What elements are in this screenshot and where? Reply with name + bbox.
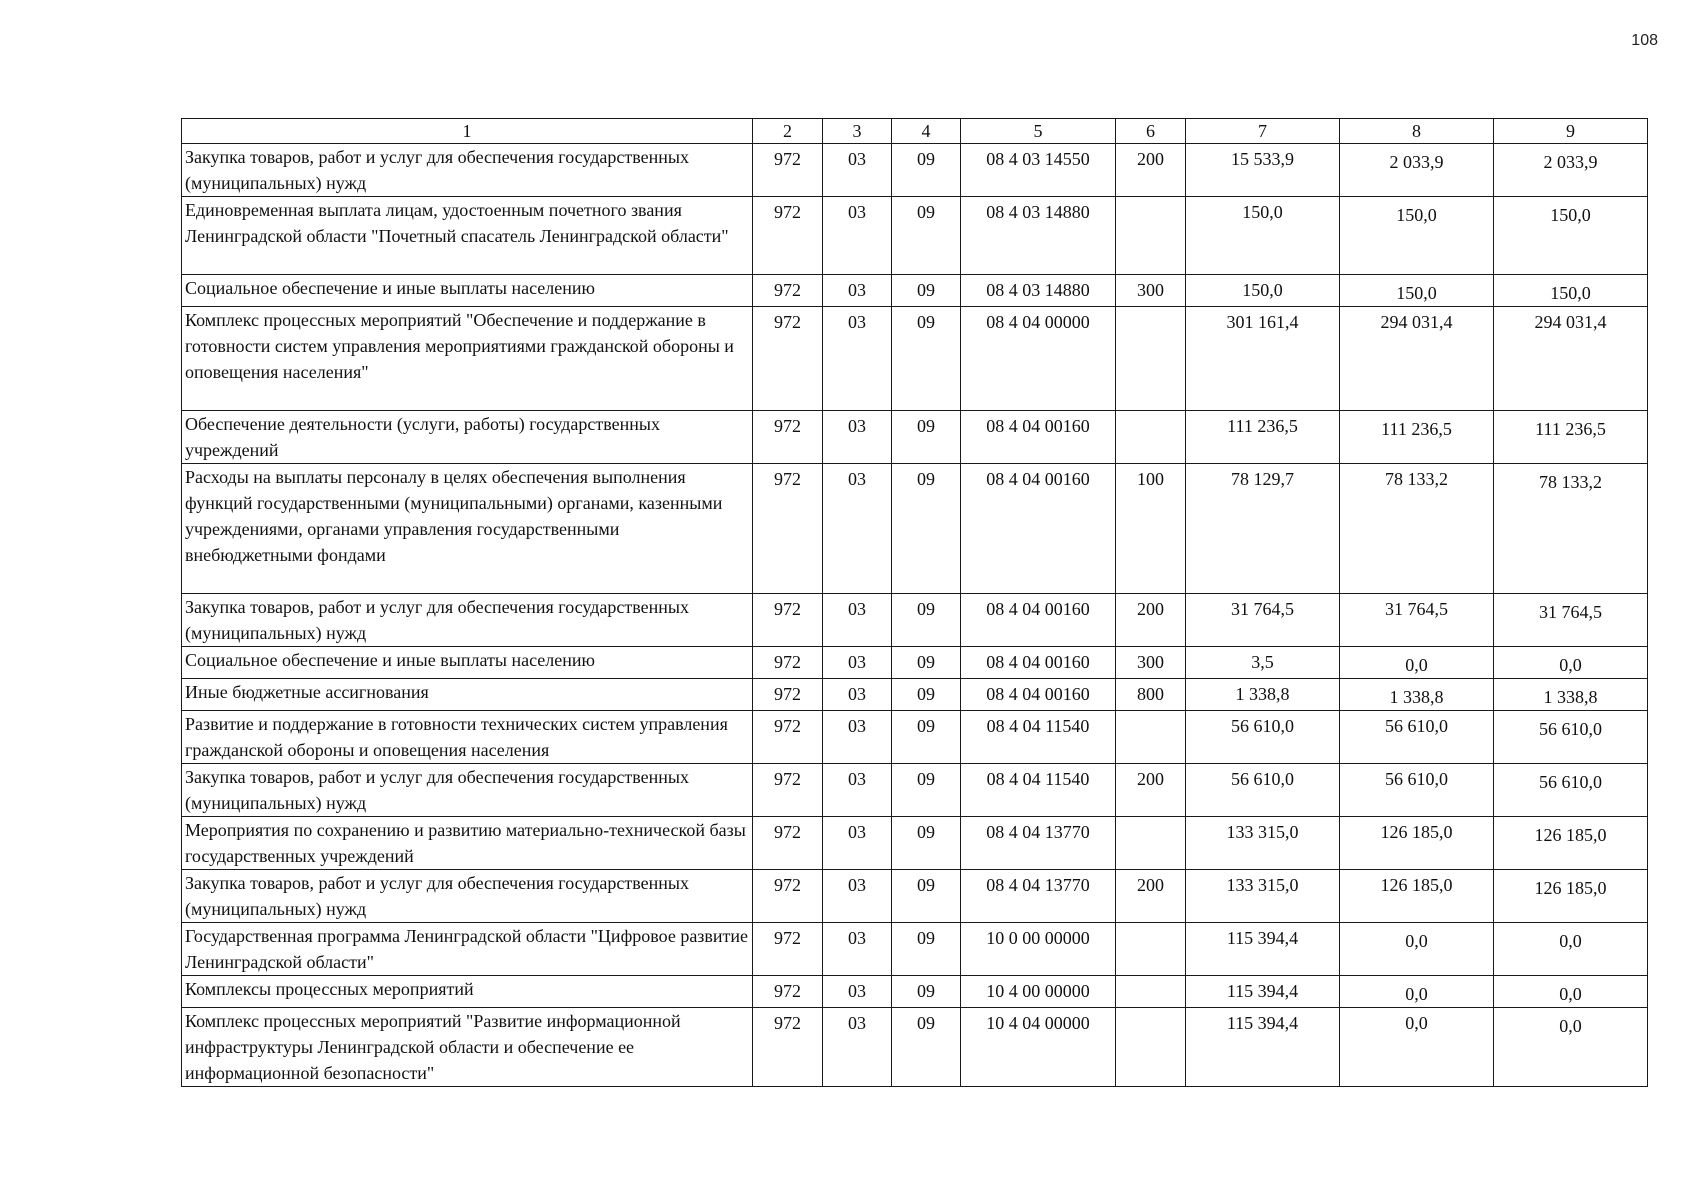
row-amount-8: 0,0 (1340, 1008, 1494, 1087)
row-amount-9: 111 236,5 (1494, 411, 1648, 464)
row-name: Мероприятия по сохранению и развитию материально-технической базы государственных учреждений (182, 817, 753, 870)
row-name: Закупка товаров, работ и услуг для обеспечения государственных (муниципальных) нужд (182, 594, 753, 647)
row-amount-9: 78 133,2 (1494, 464, 1648, 594)
table-row (182, 647, 1648, 679)
row-target-article: 08 4 04 00160 (961, 679, 1116, 711)
table-row (182, 197, 1648, 275)
row-amount-9: 150,0 (1494, 275, 1648, 307)
row-amount-8: 111 236,5 (1340, 411, 1494, 464)
row-amount-9: 294 031,4 (1494, 307, 1648, 411)
row-name: Иные бюджетные ассигнования (182, 679, 753, 711)
row-section: 03 (823, 1008, 892, 1087)
row-subsection: 09 (892, 144, 961, 197)
row-amount-7: 15 533,9 (1186, 144, 1340, 197)
row-section: 03 (823, 817, 892, 870)
row-section: 03 (823, 275, 892, 307)
row-subsection: 09 (892, 764, 961, 817)
row-amount-7: 115 394,4 (1186, 923, 1340, 976)
row-subsection: 09 (892, 817, 961, 870)
row-amount-8: 1 338,8 (1340, 679, 1494, 711)
row-subsection: 09 (892, 411, 961, 464)
row-target-article: 10 0 00 00000 (961, 923, 1116, 976)
row-amount-8: 126 185,0 (1340, 817, 1494, 870)
row-name: Социальное обеспечение и иные выплаты населению (182, 275, 753, 307)
row-amount-9: 56 610,0 (1494, 764, 1648, 817)
row-amount-8: 126 185,0 (1340, 870, 1494, 923)
row-section: 03 (823, 647, 892, 679)
row-section: 03 (823, 594, 892, 647)
row-name: Комплекс процессных мероприятий "Развитие информационной инфраструктуры Ленинградской области и обеспечение ее информационной безопасности" (182, 1008, 753, 1087)
row-name: Развитие и поддержание в готовности технических систем управления гражданской обороны и оповещения населения (182, 711, 753, 764)
row-section: 03 (823, 870, 892, 923)
row-name: Закупка товаров, работ и услуг для обеспечения государственных (муниципальных) нужд (182, 870, 753, 923)
row-amount-9: 0,0 (1494, 647, 1648, 679)
row-amount-7: 133 315,0 (1186, 870, 1340, 923)
row-subsection: 09 (892, 197, 961, 275)
row-ministry-code: 972 (753, 923, 823, 976)
row-name: Комплекс процессных мероприятий "Обеспечение и поддержание в готовности систем управления мероприятиями гражданской обороны и оповещения населения" (182, 307, 753, 411)
row-expense-type (1116, 1008, 1186, 1087)
table-row (182, 870, 1648, 923)
table-row (182, 464, 1648, 594)
row-ministry-code: 972 (753, 594, 823, 647)
row-ministry-code: 972 (753, 411, 823, 464)
row-target-article: 08 4 04 13770 (961, 870, 1116, 923)
row-target-article: 08 4 04 00000 (961, 307, 1116, 411)
row-amount-8: 0,0 (1340, 976, 1494, 1008)
row-ministry-code: 972 (753, 679, 823, 711)
row-target-article: 08 4 04 11540 (961, 711, 1116, 764)
row-subsection: 09 (892, 711, 961, 764)
row-ministry-code: 972 (753, 817, 823, 870)
header-cell-5: 5 (961, 119, 1116, 144)
row-amount-7: 150,0 (1186, 197, 1340, 275)
row-subsection: 09 (892, 976, 961, 1008)
row-section: 03 (823, 197, 892, 275)
row-expense-type: 200 (1116, 870, 1186, 923)
table-row (182, 411, 1648, 464)
row-amount-7: 31 764,5 (1186, 594, 1340, 647)
table-row (182, 976, 1648, 1008)
row-name: Обеспечение деятельности (услуги, работы) государственных учреждений (182, 411, 753, 464)
row-target-article: 10 4 00 00000 (961, 976, 1116, 1008)
row-ministry-code: 972 (753, 711, 823, 764)
row-ministry-code: 972 (753, 764, 823, 817)
row-target-article: 08 4 04 11540 (961, 764, 1116, 817)
row-amount-8: 56 610,0 (1340, 711, 1494, 764)
row-subsection: 09 (892, 275, 961, 307)
row-subsection: 09 (892, 679, 961, 711)
row-amount-8: 0,0 (1340, 923, 1494, 976)
row-ministry-code: 972 (753, 976, 823, 1008)
row-amount-7: 3,5 (1186, 647, 1340, 679)
table-row (182, 711, 1648, 764)
row-amount-7: 115 394,4 (1186, 1008, 1340, 1087)
row-amount-8: 294 031,4 (1340, 307, 1494, 411)
row-subsection: 09 (892, 464, 961, 594)
row-amount-9: 0,0 (1494, 1008, 1648, 1087)
table-row (182, 764, 1648, 817)
row-subsection: 09 (892, 594, 961, 647)
row-amount-7: 133 315,0 (1186, 817, 1340, 870)
header-cell-8: 8 (1340, 119, 1494, 144)
row-amount-9: 31 764,5 (1494, 594, 1648, 647)
row-amount-7: 301 161,4 (1186, 307, 1340, 411)
row-target-article: 08 4 04 13770 (961, 817, 1116, 870)
table-row (182, 1008, 1648, 1087)
row-ministry-code: 972 (753, 1008, 823, 1087)
row-section: 03 (823, 464, 892, 594)
row-ministry-code: 972 (753, 197, 823, 275)
row-ministry-code: 972 (753, 275, 823, 307)
table-row (182, 679, 1648, 711)
row-amount-8: 56 610,0 (1340, 764, 1494, 817)
row-section: 03 (823, 923, 892, 976)
row-target-article: 08 4 04 00160 (961, 647, 1116, 679)
row-target-article: 08 4 03 14880 (961, 197, 1116, 275)
row-expense-type: 200 (1116, 144, 1186, 197)
header-cell-7: 7 (1186, 119, 1340, 144)
table-row (182, 817, 1648, 870)
row-expense-type: 300 (1116, 647, 1186, 679)
row-ministry-code: 972 (753, 647, 823, 679)
row-expense-type (1116, 411, 1186, 464)
row-amount-9: 56 610,0 (1494, 711, 1648, 764)
row-subsection: 09 (892, 923, 961, 976)
table-header-row (182, 119, 1648, 144)
header-cell-1: 1 (182, 119, 753, 144)
row-amount-8: 31 764,5 (1340, 594, 1494, 647)
row-amount-7: 56 610,0 (1186, 764, 1340, 817)
row-section: 03 (823, 144, 892, 197)
row-section: 03 (823, 307, 892, 411)
row-amount-7: 150,0 (1186, 275, 1340, 307)
page-number: 108 (1631, 32, 1658, 49)
row-expense-type: 300 (1116, 275, 1186, 307)
row-amount-9: 150,0 (1494, 197, 1648, 275)
row-amount-8: 150,0 (1340, 197, 1494, 275)
row-ministry-code: 972 (753, 870, 823, 923)
row-amount-7: 78 129,7 (1186, 464, 1340, 594)
row-section: 03 (823, 764, 892, 817)
row-name: Закупка товаров, работ и услуг для обеспечения государственных (муниципальных) нужд (182, 764, 753, 817)
table-row (182, 275, 1648, 307)
row-subsection: 09 (892, 1008, 961, 1087)
row-ministry-code: 972 (753, 464, 823, 594)
row-amount-9: 126 185,0 (1494, 817, 1648, 870)
row-target-article: 08 4 04 00160 (961, 594, 1116, 647)
budget-table (181, 118, 1648, 1087)
header-cell-6: 6 (1116, 119, 1186, 144)
row-expense-type (1116, 976, 1186, 1008)
row-expense-type (1116, 817, 1186, 870)
row-expense-type: 200 (1116, 764, 1186, 817)
row-amount-7: 115 394,4 (1186, 976, 1340, 1008)
row-section: 03 (823, 411, 892, 464)
header-cell-9: 9 (1494, 119, 1648, 144)
row-expense-type: 800 (1116, 679, 1186, 711)
table-row (182, 594, 1648, 647)
row-name: Комплексы процессных мероприятий (182, 976, 753, 1008)
row-ministry-code: 972 (753, 307, 823, 411)
table-row (182, 144, 1648, 197)
row-name: Расходы на выплаты персоналу в целях обеспечения выполнения функций государственными (муниципальными) органами, казенными учреждениями, органами управления государственными внебюджетными фондами (182, 464, 753, 594)
row-amount-7: 111 236,5 (1186, 411, 1340, 464)
row-subsection: 09 (892, 647, 961, 679)
row-section: 03 (823, 711, 892, 764)
row-target-article: 08 4 04 00160 (961, 464, 1116, 594)
row-target-article: 08 4 03 14880 (961, 275, 1116, 307)
row-amount-8: 78 133,2 (1340, 464, 1494, 594)
row-target-article: 08 4 03 14550 (961, 144, 1116, 197)
header-cell-2: 2 (753, 119, 823, 144)
row-expense-type: 100 (1116, 464, 1186, 594)
row-amount-9: 0,0 (1494, 923, 1648, 976)
row-expense-type: 200 (1116, 594, 1186, 647)
row-name: Закупка товаров, работ и услуг для обеспечения государственных (муниципальных) нужд (182, 144, 753, 197)
row-expense-type (1116, 923, 1186, 976)
row-expense-type (1116, 307, 1186, 411)
table-row (182, 923, 1648, 976)
row-amount-8: 150,0 (1340, 275, 1494, 307)
row-ministry-code: 972 (753, 144, 823, 197)
row-amount-9: 1 338,8 (1494, 679, 1648, 711)
row-subsection: 09 (892, 870, 961, 923)
row-amount-8: 2 033,9 (1340, 144, 1494, 197)
row-amount-9: 126 185,0 (1494, 870, 1648, 923)
header-cell-3: 3 (823, 119, 892, 144)
row-name: Социальное обеспечение и иные выплаты населению (182, 647, 753, 679)
row-target-article: 10 4 04 00000 (961, 1008, 1116, 1087)
table-row (182, 307, 1648, 411)
row-subsection: 09 (892, 307, 961, 411)
row-amount-8: 0,0 (1340, 647, 1494, 679)
row-amount-7: 56 610,0 (1186, 711, 1340, 764)
row-section: 03 (823, 679, 892, 711)
row-expense-type (1116, 197, 1186, 275)
row-amount-9: 2 033,9 (1494, 144, 1648, 197)
row-target-article: 08 4 04 00160 (961, 411, 1116, 464)
header-cell-4: 4 (892, 119, 961, 144)
row-name: Единовременная выплата лицам, удостоенным почетного звания Ленинградской области "Почетный спасатель Ленинградской области" (182, 197, 753, 275)
row-amount-9: 0,0 (1494, 976, 1648, 1008)
row-section: 03 (823, 976, 892, 1008)
row-name: Государственная программа Ленинградской области "Цифровое развитие Ленинградской области" (182, 923, 753, 976)
row-expense-type (1116, 711, 1186, 764)
row-amount-7: 1 338,8 (1186, 679, 1340, 711)
